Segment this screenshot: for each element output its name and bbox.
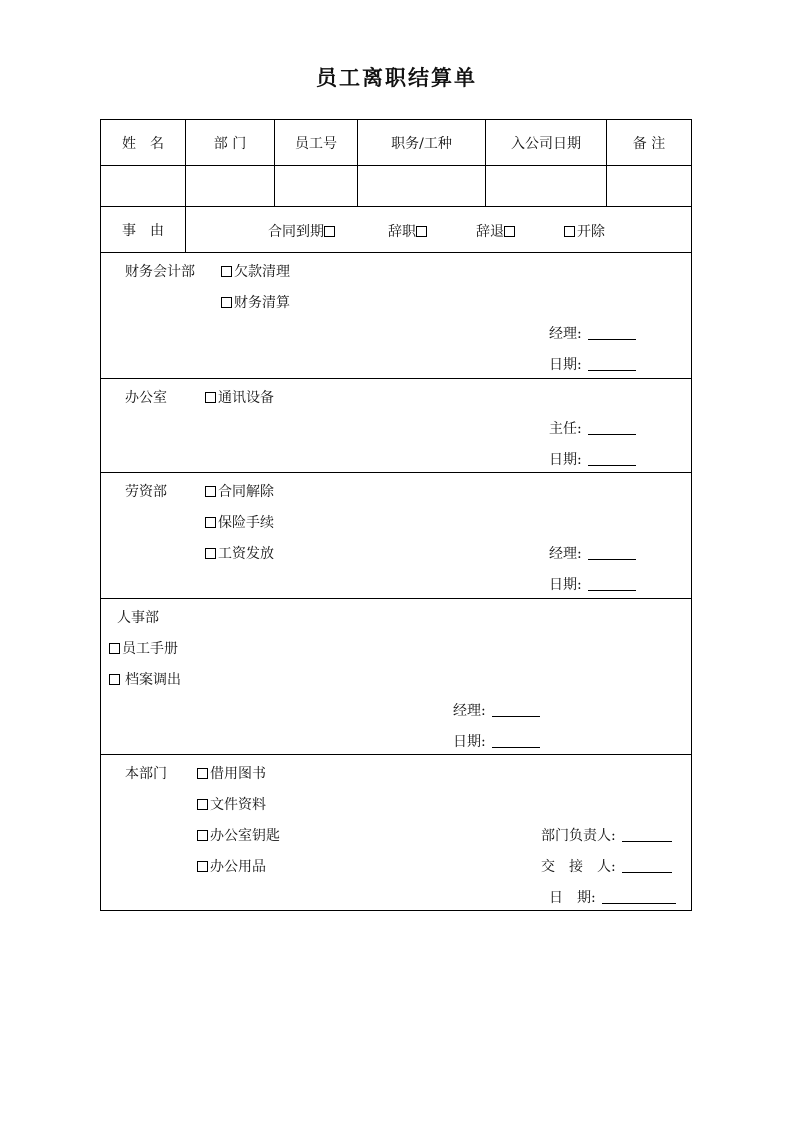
checkbox-icon[interactable] bbox=[564, 226, 575, 237]
own-date-sign bbox=[549, 887, 676, 907]
own-handover-sign bbox=[541, 856, 672, 876]
hr-date-label: 日期: bbox=[453, 734, 486, 750]
checkbox-icon[interactable] bbox=[197, 768, 208, 779]
hr-item-handbook-label: 员工手册 bbox=[122, 641, 178, 657]
checkbox-icon[interactable] bbox=[205, 392, 216, 403]
finance-section bbox=[101, 253, 692, 379]
own-item-supplies-label: 办公用品 bbox=[210, 859, 266, 875]
checkbox-icon[interactable] bbox=[221, 297, 232, 308]
header-row bbox=[101, 120, 692, 166]
office-dept-label: 办公室 bbox=[125, 390, 167, 406]
own-item-supplies[interactable] bbox=[197, 856, 266, 876]
checkbox-icon[interactable] bbox=[416, 226, 427, 237]
labor-item-insurance-label: 保险手续 bbox=[218, 515, 274, 531]
own-date-label: 日 期: bbox=[549, 890, 596, 906]
own-dept-label: 本部门 bbox=[125, 766, 167, 782]
own-head-sign bbox=[541, 825, 672, 845]
reason-termination[interactable] bbox=[564, 221, 605, 241]
own-head-label: 部门负责人: bbox=[541, 828, 616, 844]
labor-manager-label: 经理: bbox=[549, 546, 582, 562]
labor-item-salary-label: 工资发放 bbox=[218, 546, 274, 562]
hr-item-archive[interactable] bbox=[109, 669, 181, 689]
office-item-devices[interactable] bbox=[205, 387, 274, 407]
hr-manager-sign bbox=[453, 700, 540, 720]
checkbox-icon[interactable] bbox=[205, 548, 216, 559]
own-dept-section bbox=[101, 755, 692, 911]
form-title: 员工离职结算单 bbox=[316, 65, 477, 90]
finance-manager-label: 经理: bbox=[549, 326, 582, 342]
reason-contract-expiry[interactable] bbox=[268, 221, 337, 241]
own-item-keys[interactable] bbox=[197, 825, 280, 845]
department-field[interactable] bbox=[186, 166, 275, 207]
join-date-field[interactable] bbox=[486, 166, 607, 207]
labor-item-salary[interactable] bbox=[205, 543, 274, 563]
checkbox-icon[interactable] bbox=[205, 517, 216, 528]
labor-dept-label: 劳资部 bbox=[125, 484, 167, 500]
hr-item-archive-label: 档案调出 bbox=[125, 672, 181, 688]
signature-line[interactable] bbox=[588, 465, 636, 466]
checkbox-icon[interactable] bbox=[197, 799, 208, 810]
own-item-documents-label: 文件资料 bbox=[210, 797, 266, 813]
signature-line[interactable] bbox=[602, 903, 676, 904]
labor-item-contract-label: 合同解除 bbox=[218, 484, 274, 500]
checkbox-icon[interactable] bbox=[221, 266, 232, 277]
resignation-settlement-form bbox=[100, 119, 692, 911]
hr-section bbox=[101, 599, 692, 755]
header-remarks: 备 注 bbox=[607, 120, 692, 166]
reason-row bbox=[101, 207, 692, 253]
labor-item-insurance[interactable] bbox=[205, 512, 274, 532]
signature-line[interactable] bbox=[588, 590, 636, 591]
position-field[interactable] bbox=[358, 166, 486, 207]
reason-options bbox=[186, 207, 692, 253]
finance-date-sign bbox=[549, 354, 636, 374]
signature-line[interactable] bbox=[492, 716, 540, 717]
remarks-field[interactable] bbox=[607, 166, 692, 207]
labor-section bbox=[101, 473, 692, 599]
checkbox-icon[interactable] bbox=[197, 861, 208, 872]
labor-item-contract[interactable] bbox=[205, 481, 274, 501]
hr-manager-label: 经理: bbox=[453, 703, 486, 719]
header-position: 职务/工种 bbox=[358, 120, 486, 166]
checkbox-icon[interactable] bbox=[109, 643, 120, 654]
finance-date-label: 日期: bbox=[549, 357, 582, 373]
input-row bbox=[101, 166, 692, 207]
hr-date-sign bbox=[453, 731, 540, 751]
reason-label: 事 由 bbox=[101, 207, 186, 253]
signature-line[interactable] bbox=[492, 747, 540, 748]
signature-line[interactable] bbox=[588, 339, 636, 340]
own-item-documents[interactable] bbox=[197, 794, 266, 814]
own-handover-label: 交 接 人: bbox=[541, 859, 616, 875]
reason-resign-label: 辞职 bbox=[388, 224, 416, 240]
finance-item-settlement[interactable] bbox=[221, 292, 290, 312]
checkbox-icon[interactable] bbox=[504, 226, 515, 237]
checkbox-icon[interactable] bbox=[324, 226, 335, 237]
finance-item-debt-label: 欠款清理 bbox=[234, 264, 290, 280]
reason-termination-label: 开除 bbox=[577, 224, 605, 240]
checkbox-icon[interactable] bbox=[205, 486, 216, 497]
finance-item-debt[interactable] bbox=[221, 261, 290, 281]
own-item-keys-label: 办公室钥匙 bbox=[210, 828, 280, 844]
signature-line[interactable] bbox=[622, 841, 672, 842]
finance-item-settlement-label: 财务清算 bbox=[234, 295, 290, 311]
office-date-sign bbox=[549, 449, 636, 469]
header-department: 部 门 bbox=[186, 120, 275, 166]
reason-resign[interactable] bbox=[388, 221, 429, 241]
office-director-label: 主任: bbox=[549, 421, 582, 437]
own-item-books[interactable] bbox=[197, 763, 266, 783]
hr-dept-label: 人事部 bbox=[117, 610, 159, 626]
signature-line[interactable] bbox=[588, 434, 636, 435]
own-item-books-label: 借用图书 bbox=[210, 766, 266, 782]
header-name: 姓 名 bbox=[101, 120, 186, 166]
finance-manager-sign bbox=[549, 323, 636, 343]
checkbox-icon[interactable] bbox=[109, 674, 120, 685]
office-director-sign bbox=[549, 418, 636, 438]
signature-line[interactable] bbox=[588, 370, 636, 371]
header-join-date: 入公司日期 bbox=[486, 120, 607, 166]
checkbox-icon[interactable] bbox=[197, 830, 208, 841]
header-employee-id: 员工号 bbox=[275, 120, 358, 166]
signature-line[interactable] bbox=[588, 559, 636, 560]
reason-dismissal-label: 辞退 bbox=[476, 224, 504, 240]
labor-manager-sign bbox=[549, 543, 636, 563]
hr-item-handbook[interactable] bbox=[109, 638, 178, 658]
office-date-label: 日期: bbox=[549, 452, 582, 468]
reason-dismissal[interactable] bbox=[476, 221, 517, 241]
labor-date-sign bbox=[549, 574, 636, 594]
office-section bbox=[101, 379, 692, 473]
reason-contract-expiry-label: 合同到期 bbox=[268, 224, 324, 240]
office-item-devices-label: 通讯设备 bbox=[218, 390, 274, 406]
labor-date-label: 日期: bbox=[549, 577, 582, 593]
name-field[interactable] bbox=[101, 166, 186, 207]
finance-dept-label: 财务会计部 bbox=[125, 264, 195, 280]
signature-line[interactable] bbox=[622, 872, 672, 873]
employee-id-field[interactable] bbox=[275, 166, 358, 207]
